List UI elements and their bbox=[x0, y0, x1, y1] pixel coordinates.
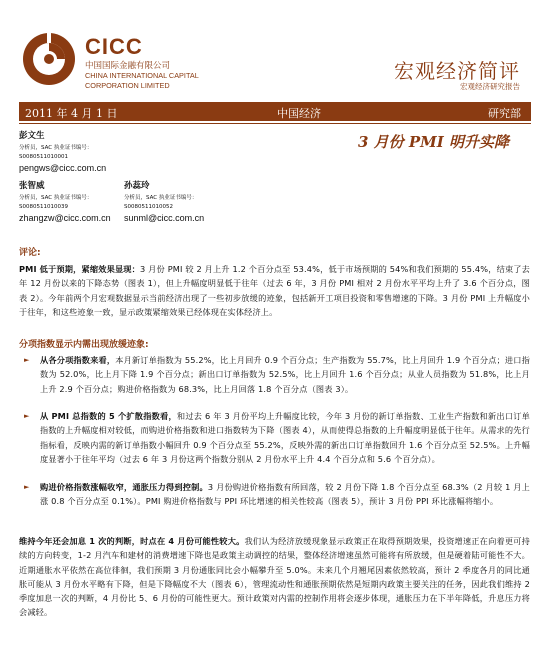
conclusion-text: 我们认为经济放缓现象显示政策正在取得预期效果，投资增速正在向着更可持续的方向转变，1-2 月汽车和建材的消费增速下降也是政策主动调控的结果，整体经济增速虽然可能将有所放缓，但是硬着陆可能性不大。近期通胀水平依然在高位徘徊，我们预期 3 月份通胀同比会小幅攀升至 5.0%。未来几个月翘尾因素依然较高，预计 2 季度各月的同比通胀可能从 3 月份水平略有下降，但是下降幅度不大（图表 6），管理流动性和通胀预期依然是短期内政策主要关注的任务，因此我们维持 2 季度加息一次的判断，4 月份比 5、6 月份的可能性更大。预计政策对内需的控制作用将会逐步体现，通胀压力在下半年降低，升息压力将会减轻。 bbox=[19, 536, 531, 618]
commentary-lead: PMI 低于预期，紧缩效果显现： bbox=[19, 264, 141, 274]
commentary-title: 评论: bbox=[19, 248, 41, 258]
author-email[interactable]: pengws@cicc.com.cn bbox=[19, 163, 107, 173]
breakdown-lead: 从各分项指数来看， bbox=[40, 355, 116, 365]
author-name: 彭文生 bbox=[19, 131, 45, 141]
author-credential: 分析员，SAC 执业证书编号： bbox=[19, 145, 93, 151]
conclusion-lead: 维持今年还会加息 1 次的判断，时点在 4 月份可能性较大。 bbox=[19, 536, 245, 546]
author-license-number: S0080511010052 bbox=[124, 204, 173, 210]
cicc-logo bbox=[21, 31, 199, 93]
logo-name: CICC bbox=[85, 34, 143, 59]
breakdown-lead: 从 PMI 总指数的 5 个扩散指数看， bbox=[40, 411, 177, 421]
bullet-arrow-icon: ► bbox=[24, 356, 30, 364]
report-info-bar bbox=[19, 102, 531, 121]
breakdown-text: 本月新订单指数为 55.2%，比上月回升 0.9 个百分点；生产指数为 55.7%，比上月回升 1.9 个百分点；进口指数为 52.0%，比上月下降 1.9 个百分点；新出口订单指数为 52.5%，比上月回升 1.6 个百分点；从业人员指数为 51.8%，比上月上升 2.9 个百分点；购进价格指数为 68.3%，比上月回落 1.8 个百分点（图表 3）。 bbox=[40, 355, 530, 394]
commentary-text: 3 月份 PMI 较 2 月上升 1.2 个百分点至 53.4%，低于市场预期的 54%和我们预期的 55.4%，结束了去年 12 月份以来的下降态势（图表 1），但上升幅度明显低于往年（过去 6 年，3 月份 PMI 相对 2 月份水平平均上升了 3.6 个百分点，图表 2）。今年前两个月宏观数据显示当前经济出现了一些初步放缓的迹象，包括新开工项目投资和零售增速的下降。3 月份 PMI 上升幅度小于往年，和这些迹象一致，显示政策紧缩效果已经体现在实体经济上。 bbox=[19, 264, 531, 317]
report-category: 中国经济 bbox=[277, 107, 321, 120]
divider bbox=[19, 123, 531, 124]
author-name: 孙蕊玲 bbox=[124, 181, 150, 191]
report-headline: 3 月份 PMI 明升实降 bbox=[358, 133, 510, 151]
breakdown-paragraph bbox=[40, 480, 530, 509]
author-email[interactable]: zhangzw@cicc.com.cn bbox=[19, 213, 111, 223]
report-department: 研究部 bbox=[488, 107, 521, 120]
author-license-number: S0080511010001 bbox=[19, 154, 68, 160]
author-name: 张智威 bbox=[19, 181, 45, 191]
breakdown-text: 和过去 6 年 3 月份平均上升幅度比较，今年 3 月份的新订单指数、工业生产指数和新出口订单指数的上升幅度相对较低，而购进价格指数和进口指数转为下降（图表 4），从而使得总指数的上升幅度明显低于往年。从需求的先行指标看，反映内需的新订单指数小幅回升 0.9 个百分点至 55.2%，反映外需的新出口订单指数回升 1.6 个百分点至 52.5%。上升幅度显著小于往年平均（过去 6 年 3 月份这两个指数分别从 2 月份水平上升 4.4 个百分点和 5.6 个百分点）。 bbox=[40, 411, 531, 464]
author-credential: 分析员，SAC 执业证书编号： bbox=[124, 195, 198, 201]
breakdown-paragraph bbox=[40, 353, 530, 396]
breakdown-paragraph bbox=[40, 409, 530, 466]
report-subtitle: 宏观经济研究报告 bbox=[460, 82, 520, 91]
bullet-arrow-icon: ► bbox=[24, 483, 30, 491]
breakdown-title: 分项指数显示内需出现放缓迹象: bbox=[19, 340, 149, 350]
author-license-number: S0080511010039 bbox=[19, 204, 68, 210]
conclusion-paragraph bbox=[19, 534, 530, 620]
cicc-emblem-icon bbox=[21, 31, 77, 87]
report-date: 2011 年 4 月 1 日 bbox=[25, 107, 118, 120]
report-title: 宏观经济简评 bbox=[394, 59, 520, 83]
breakdown-lead: 购进价格指数涨幅收窄，通胀压力得到控制。 bbox=[40, 482, 208, 492]
commentary-paragraph bbox=[19, 262, 530, 319]
bullet-arrow-icon: ► bbox=[24, 412, 30, 420]
logo-chinese-name: 中国国际金融有限公司 bbox=[85, 61, 171, 71]
author-credential: 分析员，SAC 执业证书编号： bbox=[19, 195, 93, 201]
breakdown-text: 3 月份购进价格指数有所回落，较 2 月份下降 1.8 个百分点至 68.3%（2 月较 1 月上涨 0.8 个百分点至 0.1%）。PMI 购进价格指数与 PPI 环比增速的相关性较高（图表 5），预计 3 月份 PPI 环比涨幅将缩小。 bbox=[40, 482, 530, 507]
logo-english-name: CHINA INTERNATIONAL CAPITAL CORPORATION LIMITED bbox=[85, 71, 199, 90]
author-email[interactable]: sunml@cicc.com.cn bbox=[124, 213, 205, 223]
